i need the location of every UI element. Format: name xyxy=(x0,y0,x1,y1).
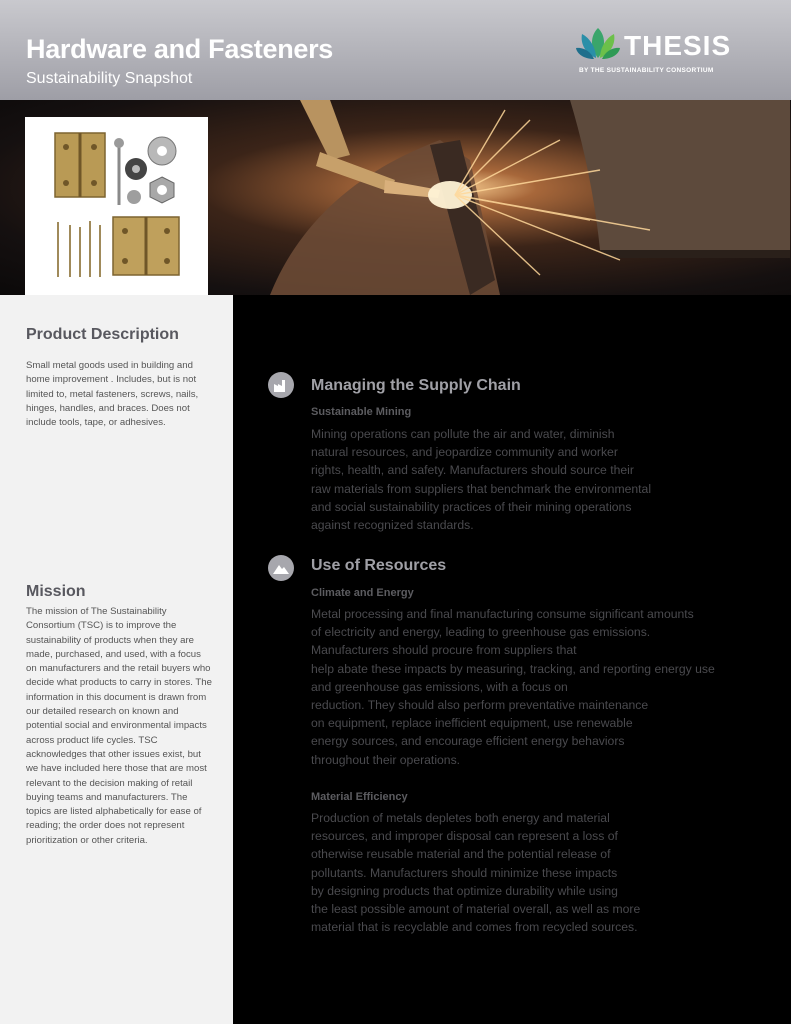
lotus-leaf-icon xyxy=(576,26,620,60)
mountain-icon xyxy=(268,555,294,581)
page-header xyxy=(0,0,791,100)
product-description-text: Small metal goods used in building and home improvement . Includes, but is not limited to, metal fasteners, screws, nails, hinges, handles, and braces. Does not include tools, tape, or adhesives. xyxy=(26,360,199,429)
supply-chain-heading: Managing the Supply Chain xyxy=(311,377,521,394)
climate-energy-text: Metal processing and final manufacturing consume significant amounts of electricity and energy, leading to greenhouse gas emissions. Manufacturers should procure from suppliers that help abate these impacts by measuring, tracking, and reporting energy use and greenhouse gas emissions, with a focus on reduction. They should also perform preventative maintenance on equipment, replace inefficient equipment, use renewable energy sources, and encourage efficient energy behaviors throughout their operations. xyxy=(311,607,715,767)
climate-energy-heading: Climate and Energy xyxy=(311,587,414,599)
hardware-product-image xyxy=(25,117,208,298)
thesis-logo xyxy=(576,26,746,76)
factory-icon xyxy=(268,372,294,398)
logo-tagline: BY THE SUSTAINABILITY CONSORTIUM xyxy=(579,67,714,74)
product-description-heading: Product Description xyxy=(26,326,179,343)
page-title: Hardware and Fasteners xyxy=(26,34,334,64)
mission-text: The mission of The Sustainability Consortium (TSC) is to improve the sustainability of products when they are made, purchased, and used, with a focus on manufacturers and the retail buyers who decide what products to carry in stores. The information in this document is drawn from our detailed research on known and potential social and environmental impacts across product life cycles. TSC acknowledges that other issues exist, but we have included here those that are most relevant to the decision making of retail buying teams and manufacturers. The topics are listed alphabetically for ease of reading; the order does not represent prioritization or other criteria. xyxy=(26,606,212,846)
use-of-resources-heading: Use of Resources xyxy=(311,557,447,574)
page-subtitle: Sustainability Snapshot xyxy=(26,70,193,87)
material-efficiency-text: Production of metals depletes both energy and material resources, and improper disposal can represent a loss of otherwise reusable material and the potential release of pollutants. Manufacturers should minimize these impacts by designing products that optimize durability while using the least possible amount of material overall, as well as more material that is recyclable and comes from recycled sources. xyxy=(311,811,641,935)
logo-wordmark: THESIS xyxy=(624,30,732,61)
sustainable-mining-heading: Sustainable Mining xyxy=(311,406,412,418)
sustainable-mining-text: Mining operations can pollute the air and water, diminish natural resources, and jeopardize community and worker rights, health, and safety. Manufacturers should source their raw materials from suppliers that benchmark the environmental and social sustainability practices of their mining operations against recognized standards. xyxy=(311,427,652,533)
mission-heading: Mission xyxy=(26,583,86,600)
material-efficiency-heading: Material Efficiency xyxy=(311,791,408,803)
